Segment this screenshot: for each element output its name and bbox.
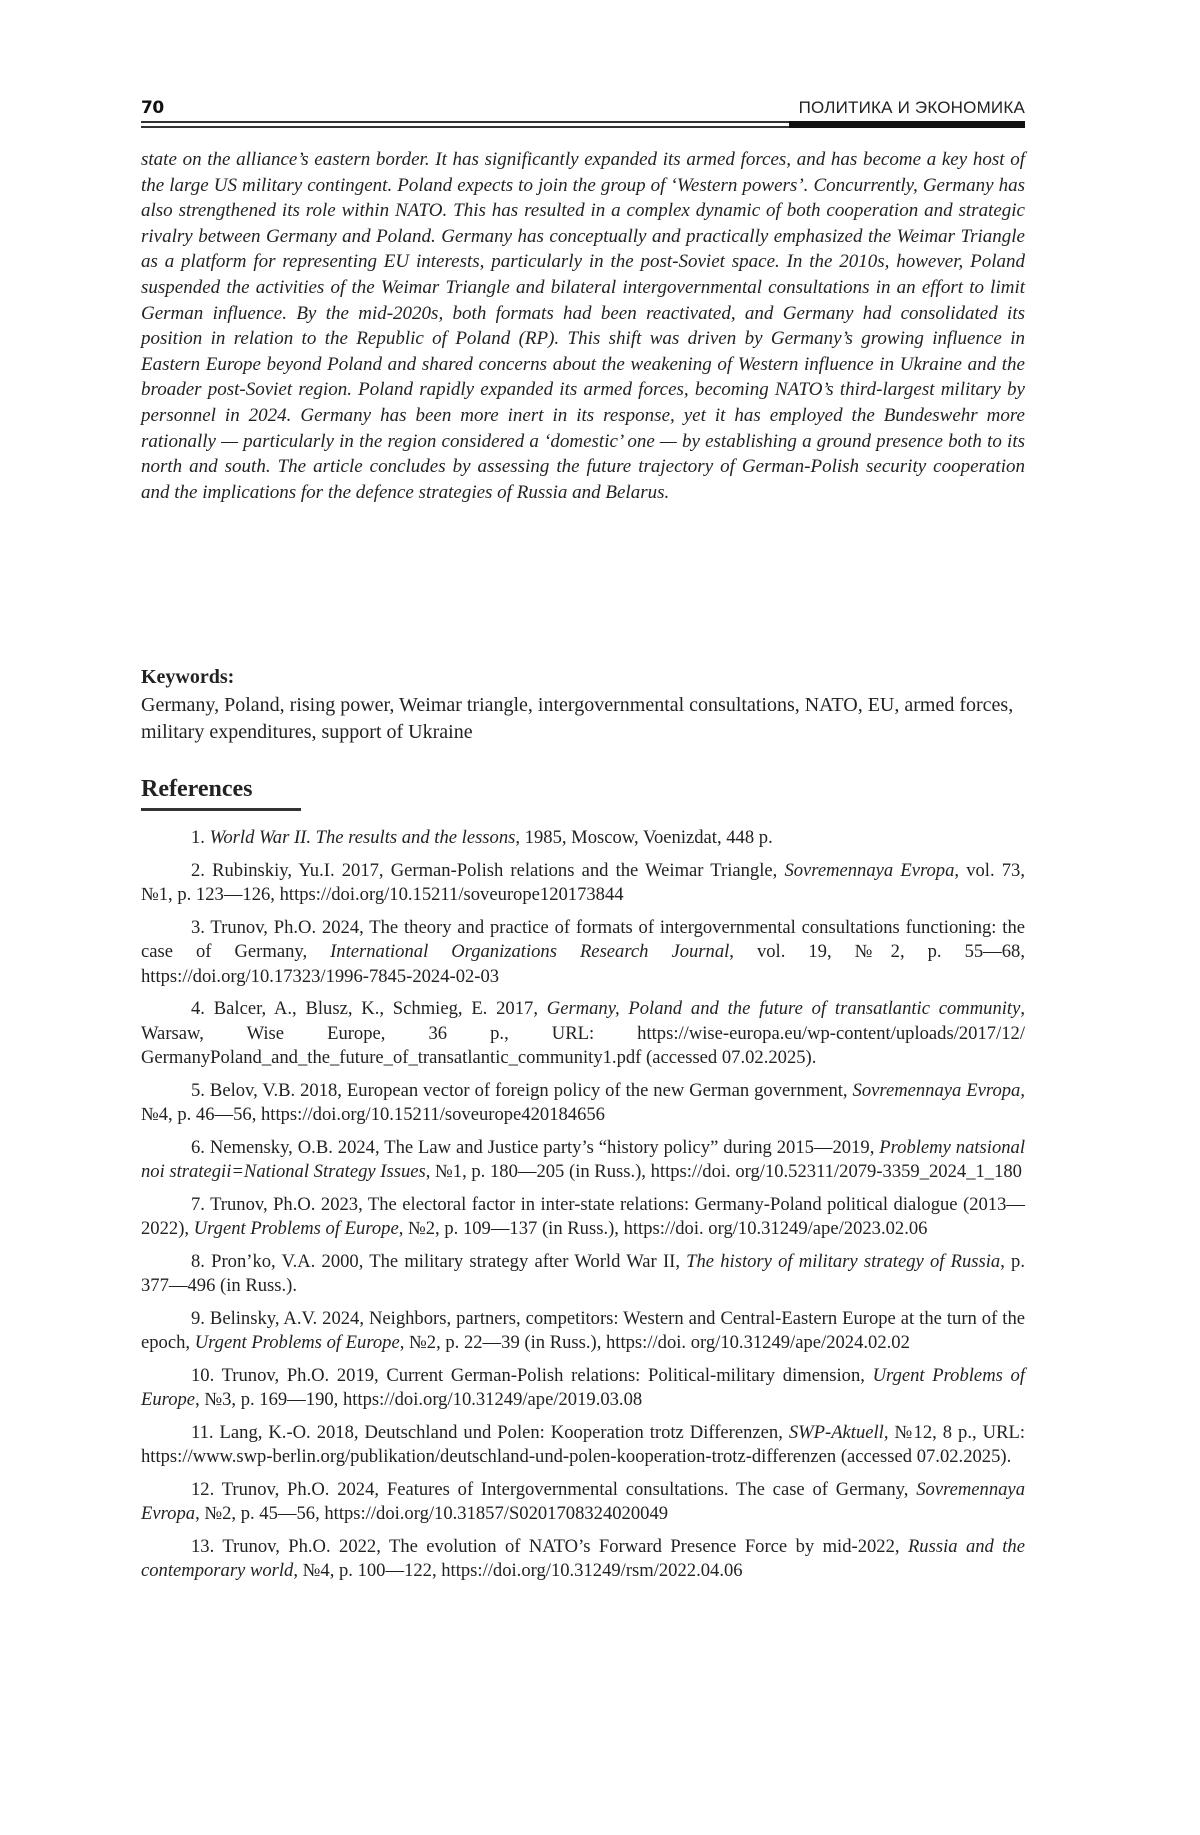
reference-title-italic: International Organizations Research Journal bbox=[330, 941, 730, 962]
reference-text: 3. Trunov, Ph.O. 2024, The theory and practice of formats of intergovernmental consultations functioning: the case of Germany, bbox=[141, 916, 1025, 962]
reference-title-italic: Urgent Problems of Europe bbox=[193, 1218, 399, 1239]
reference-text: , №2, p. 22—39 (in Russ.), https://doi. org/10.31249/ape/2024.02.02 bbox=[399, 1332, 910, 1353]
references-list bbox=[141, 826, 1025, 1592]
reference-text: 4. Balcer, A., Blusz, K., Schmieg, E. 2017, bbox=[191, 998, 547, 1019]
reference-title-italic: Sovremennaya Evropa bbox=[852, 1079, 1021, 1101]
reference-text: 2. Rubinskiy, Yu.I. 2017, German-Polish relations and the Weimar Triangle, bbox=[191, 859, 785, 881]
reference-item bbox=[141, 1136, 1025, 1185]
reference-title-italic: World War II. The results and the lessons bbox=[209, 827, 516, 848]
reference-text: , vol. 19, №2, p. 55—68, https://doi.org/10.17323/1996-7845-2024-02-03 bbox=[141, 941, 1025, 987]
reference-item bbox=[141, 997, 1025, 1071]
reference-text: , №3, p. 169—190, https://doi.org/10.31249/ape/2019.03.08 bbox=[195, 1389, 643, 1410]
reference-item bbox=[141, 916, 1025, 990]
reference-text: , vol. 73, №1, p. 123—126, https://doi.org/10.15211/soveurope120173844 bbox=[141, 859, 1025, 905]
reference-text: 13. Trunov, Ph.O. 2022, The evolution of NATO’s Forward Presence Force by mid-2022, bbox=[191, 1535, 908, 1557]
reference-title-italic: The history of military strategy of Russia bbox=[686, 1250, 1001, 1272]
reference-item bbox=[141, 1364, 1025, 1413]
reference-text: , №12, 8 p., URL: https://www.swp-berlin.org/publikation/deutschland-und-polen-kooperation-trotz-differenzen (accessed 07.02.2025). bbox=[141, 1421, 1025, 1467]
reference-item bbox=[141, 1478, 1025, 1527]
reference-text: 12. Trunov, Ph.O. 2024, Features of Intergovernmental consultations. The case of Germany, bbox=[191, 1478, 917, 1500]
reference-item bbox=[141, 1307, 1025, 1356]
reference-item bbox=[141, 1193, 1025, 1242]
reference-item bbox=[141, 1421, 1025, 1470]
reference-text: 1. bbox=[191, 827, 210, 848]
references-heading-underline bbox=[141, 808, 301, 811]
reference-item bbox=[141, 859, 1025, 908]
reference-text: 6. Nemensky, O.B. 2024, The Law and Justice party’s “history policy” during 2015—2019, bbox=[191, 1136, 880, 1158]
reference-title-italic: Russia and the contemporary world bbox=[141, 1535, 1025, 1581]
reference-text: , №2, p. 45—56, https://doi.org/10.31857/S0201708324020049 bbox=[195, 1503, 669, 1524]
journal-section-title: ПОЛИТИКА И ЭКОНОМИКА bbox=[798, 98, 1025, 117]
reference-text: 9. Belinsky, A.V. 2024, Neighbors, partners, competitors: Western and Central-Eastern Europe at the turn of the epoch, bbox=[141, 1307, 1025, 1353]
reference-title-italic: Germany, Poland and the future of transatlantic community bbox=[546, 998, 1021, 1019]
page-number: 70 bbox=[141, 98, 164, 118]
reference-title-italic: SWP-Aktuell bbox=[788, 1421, 884, 1443]
reference-text: 11. Lang, K.-O. 2018, Deutschland und Polen: Kooperation trotz Differenzen, bbox=[191, 1421, 789, 1443]
reference-title-italic: Urgent Problems of Europe bbox=[194, 1332, 400, 1353]
reference-title-italic: Urgent Problems of Europe bbox=[141, 1364, 1026, 1410]
reference-text: 5. Belov, V.B. 2018, European vector of foreign policy of the new German government, bbox=[191, 1079, 853, 1101]
reference-text: 8. Pron’ko, V.A. 2000, The military strategy after World War II, bbox=[191, 1250, 687, 1272]
reference-text: , №4, p. 100—122, https://doi.org/10.31249/rsm/2022.04.06 bbox=[293, 1560, 743, 1581]
reference-item bbox=[141, 1079, 1025, 1128]
reference-item bbox=[141, 826, 1025, 851]
reference-title-italic: Sovremennaya Evropa bbox=[784, 859, 955, 881]
reference-text: , №2, p. 109—137 (in Russ.), https://doi. org/10.31249/ape/2023.02.06 bbox=[398, 1218, 928, 1239]
keywords-list: Germany, Poland, rising power, Weimar triangle, intergovernmental consultations, NATO, EU, armed forces, military expenditures, support of Ukraine bbox=[141, 694, 1014, 743]
references-heading: References bbox=[141, 776, 253, 802]
keywords-heading: Keywords: bbox=[141, 666, 235, 688]
reference-text: 10. Trunov, Ph.O. 2019, Current German-Polish relations: Political-military dimension, bbox=[191, 1364, 873, 1386]
reference-text: , Warsaw, Wise Europe, 36 p., URL: https://wise-europa.eu/wp-content/uploads/2017/12/ GermanyPoland_and_the_future_of_transatlantic_community1.pdf (accessed 07.02.2025). bbox=[141, 998, 1025, 1068]
reference-text: , p. 377—496 (in Russ.). bbox=[141, 1250, 1025, 1296]
reference-text: , №4, p. 46—56, https://doi.org/10.15211/soveurope420184656 bbox=[141, 1079, 1025, 1125]
reference-title-italic: Problemy natsional noi strategii=National Strategy Issues bbox=[141, 1136, 1025, 1182]
reference-title-italic: Sovremennaya Evropa bbox=[141, 1478, 1025, 1524]
reference-text: , 1985, Moscow, Voenizdat, 448 p. bbox=[515, 827, 773, 848]
reference-text: , №1, p. 180—205 (in Russ.), https://doi. org/10.52311/2079-3359_2024_1_180 bbox=[425, 1161, 1022, 1182]
reference-text: 7. Trunov, Ph.O. 2023, The electoral factor in inter-state relations: Germany-Poland political dialogue (2013—2022), bbox=[141, 1193, 1025, 1239]
reference-item bbox=[141, 1250, 1025, 1299]
reference-item bbox=[141, 1535, 1025, 1584]
header-rule-accent bbox=[789, 121, 1025, 128]
running-head bbox=[141, 96, 1025, 136]
abstract-text: state on the alliance’s eastern border. It has significantly expanded its armed forces, and has become a key host of the large US military contingent. Poland expects to join the group of ‘Western powers’. Concurrently, Germany has also strengthened its role within NATO. This has resulted in a complex dynamic of both cooperation and strategic rivalry between Germany and Poland. Germany has conceptually and practically emphasized the Weimar Triangle as a platform for representing EU interests, particularly in the post-Soviet space. In the 2010s, however, Poland suspended the activities of the Weimar Triangle and bilateral intergovernmental consultations in an effort to limit German influence. By the mid-2020s, both formats had been reactivated, and Germany had consolidated its position in relation to the Republic of Poland (RP). This shift was driven by Germany’s growing influence in Eastern Europe beyond Poland and shared concerns about the weakening of Western influence in Ukraine and the broader post-Soviet region. Poland rapidly expanded its armed forces, becoming NATO’s third-largest military by personnel in 2024. Germany has been more inert in its response, yet it has employed the Bundeswehr more rationally — particularly in the region considered a ‘domestic’ one — by establishing a ground presence both to its north and south. The article concludes by assessing the future trajectory of German-Polish security cooperation and the implications for the defence strategies of Russia and Belarus. bbox=[141, 149, 1025, 503]
